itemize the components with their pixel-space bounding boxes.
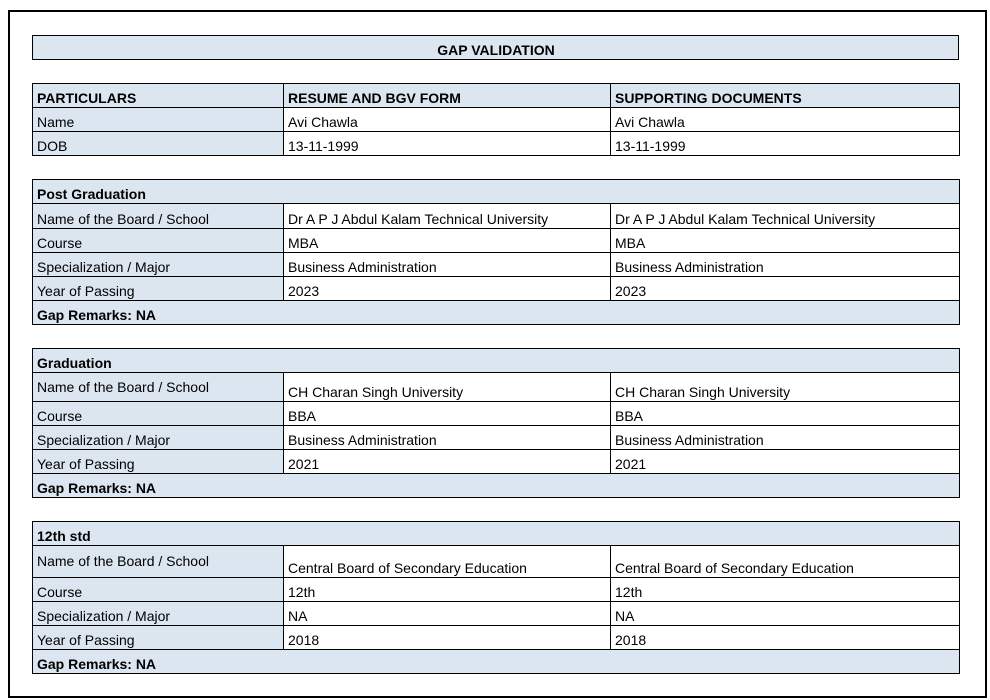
docs-value: 2021 — [611, 450, 960, 474]
row-label: DOB — [33, 132, 284, 156]
resume-value: BBA — [284, 402, 611, 426]
section-table — [32, 348, 960, 498]
table-row — [33, 277, 960, 301]
table-row — [33, 578, 960, 602]
gap-remarks-row — [33, 650, 960, 674]
docs-value: Dr A P J Abdul Kalam Technical University — [611, 204, 960, 229]
table-row — [33, 373, 960, 402]
resume-value: Avi Chawla — [284, 108, 611, 132]
table-row — [33, 450, 960, 474]
title-table — [32, 35, 959, 60]
row-label: Course — [33, 229, 284, 253]
docs-value: MBA — [611, 229, 960, 253]
resume-value: 13-11-1999 — [284, 132, 611, 156]
col-header-documents: SUPPORTING DOCUMENTS — [611, 84, 960, 108]
section-heading: 12th std — [33, 522, 960, 546]
section-heading: Graduation — [33, 349, 960, 373]
row-label: Course — [33, 402, 284, 426]
resume-value: Dr A P J Abdul Kalam Technical University — [284, 204, 611, 229]
row-label: Year of Passing — [33, 450, 284, 474]
docs-value: NA — [611, 602, 960, 626]
row-label: Year of Passing — [33, 277, 284, 301]
table-row — [33, 546, 960, 578]
table-row — [33, 229, 960, 253]
gap-remarks: Gap Remarks: NA — [33, 474, 960, 498]
personal-table — [32, 83, 960, 156]
table-row — [33, 426, 960, 450]
row-label: Name of the Board / School — [33, 373, 284, 402]
docs-value: Business Administration — [611, 426, 960, 450]
section-heading-row — [33, 180, 960, 204]
row-label: Year of Passing — [33, 626, 284, 650]
section-heading-row — [33, 349, 960, 373]
gap-remarks-row — [33, 474, 960, 498]
docs-value: Avi Chawla — [611, 108, 960, 132]
resume-value: Central Board of Secondary Education — [284, 546, 611, 578]
section-table — [32, 179, 960, 325]
gap-remarks-row — [33, 301, 960, 325]
row-label: Course — [33, 578, 284, 602]
section-heading: Post Graduation — [33, 180, 960, 204]
docs-value: Business Administration — [611, 253, 960, 277]
gap-remarks: Gap Remarks: NA — [33, 650, 960, 674]
section-table — [32, 521, 960, 674]
table-row — [33, 108, 960, 132]
resume-value: CH Charan Singh University — [284, 373, 611, 402]
row-label: Name of the Board / School — [33, 204, 284, 229]
col-header-resume: RESUME AND BGV FORM — [284, 84, 611, 108]
docs-value: 12th — [611, 578, 960, 602]
row-label: Specialization / Major — [33, 602, 284, 626]
docs-value: Central Board of Secondary Education — [611, 546, 960, 578]
header-row — [33, 84, 960, 108]
page-title: GAP VALIDATION — [33, 36, 959, 60]
row-label: Name of the Board / School — [33, 546, 284, 578]
resume-value: MBA — [284, 229, 611, 253]
docs-value: 13-11-1999 — [611, 132, 960, 156]
table-row — [33, 204, 960, 229]
section-heading-row — [33, 522, 960, 546]
docs-value: BBA — [611, 402, 960, 426]
resume-value: Business Administration — [284, 426, 611, 450]
resume-value: 2018 — [284, 626, 611, 650]
resume-value: 2021 — [284, 450, 611, 474]
resume-value: Business Administration — [284, 253, 611, 277]
col-header-particulars: PARTICULARS — [33, 84, 284, 108]
row-label: Specialization / Major — [33, 253, 284, 277]
table-row — [33, 626, 960, 650]
resume-value: 2023 — [284, 277, 611, 301]
docs-value: 2018 — [611, 626, 960, 650]
row-label: Name — [33, 108, 284, 132]
gap-remarks: Gap Remarks: NA — [33, 301, 960, 325]
row-label: Specialization / Major — [33, 426, 284, 450]
docs-value: 2023 — [611, 277, 960, 301]
table-row — [33, 402, 960, 426]
docs-value: CH Charan Singh University — [611, 373, 960, 402]
resume-value: 12th — [284, 578, 611, 602]
table-row — [33, 602, 960, 626]
table-row — [33, 132, 960, 156]
resume-value: NA — [284, 602, 611, 626]
table-row — [33, 253, 960, 277]
